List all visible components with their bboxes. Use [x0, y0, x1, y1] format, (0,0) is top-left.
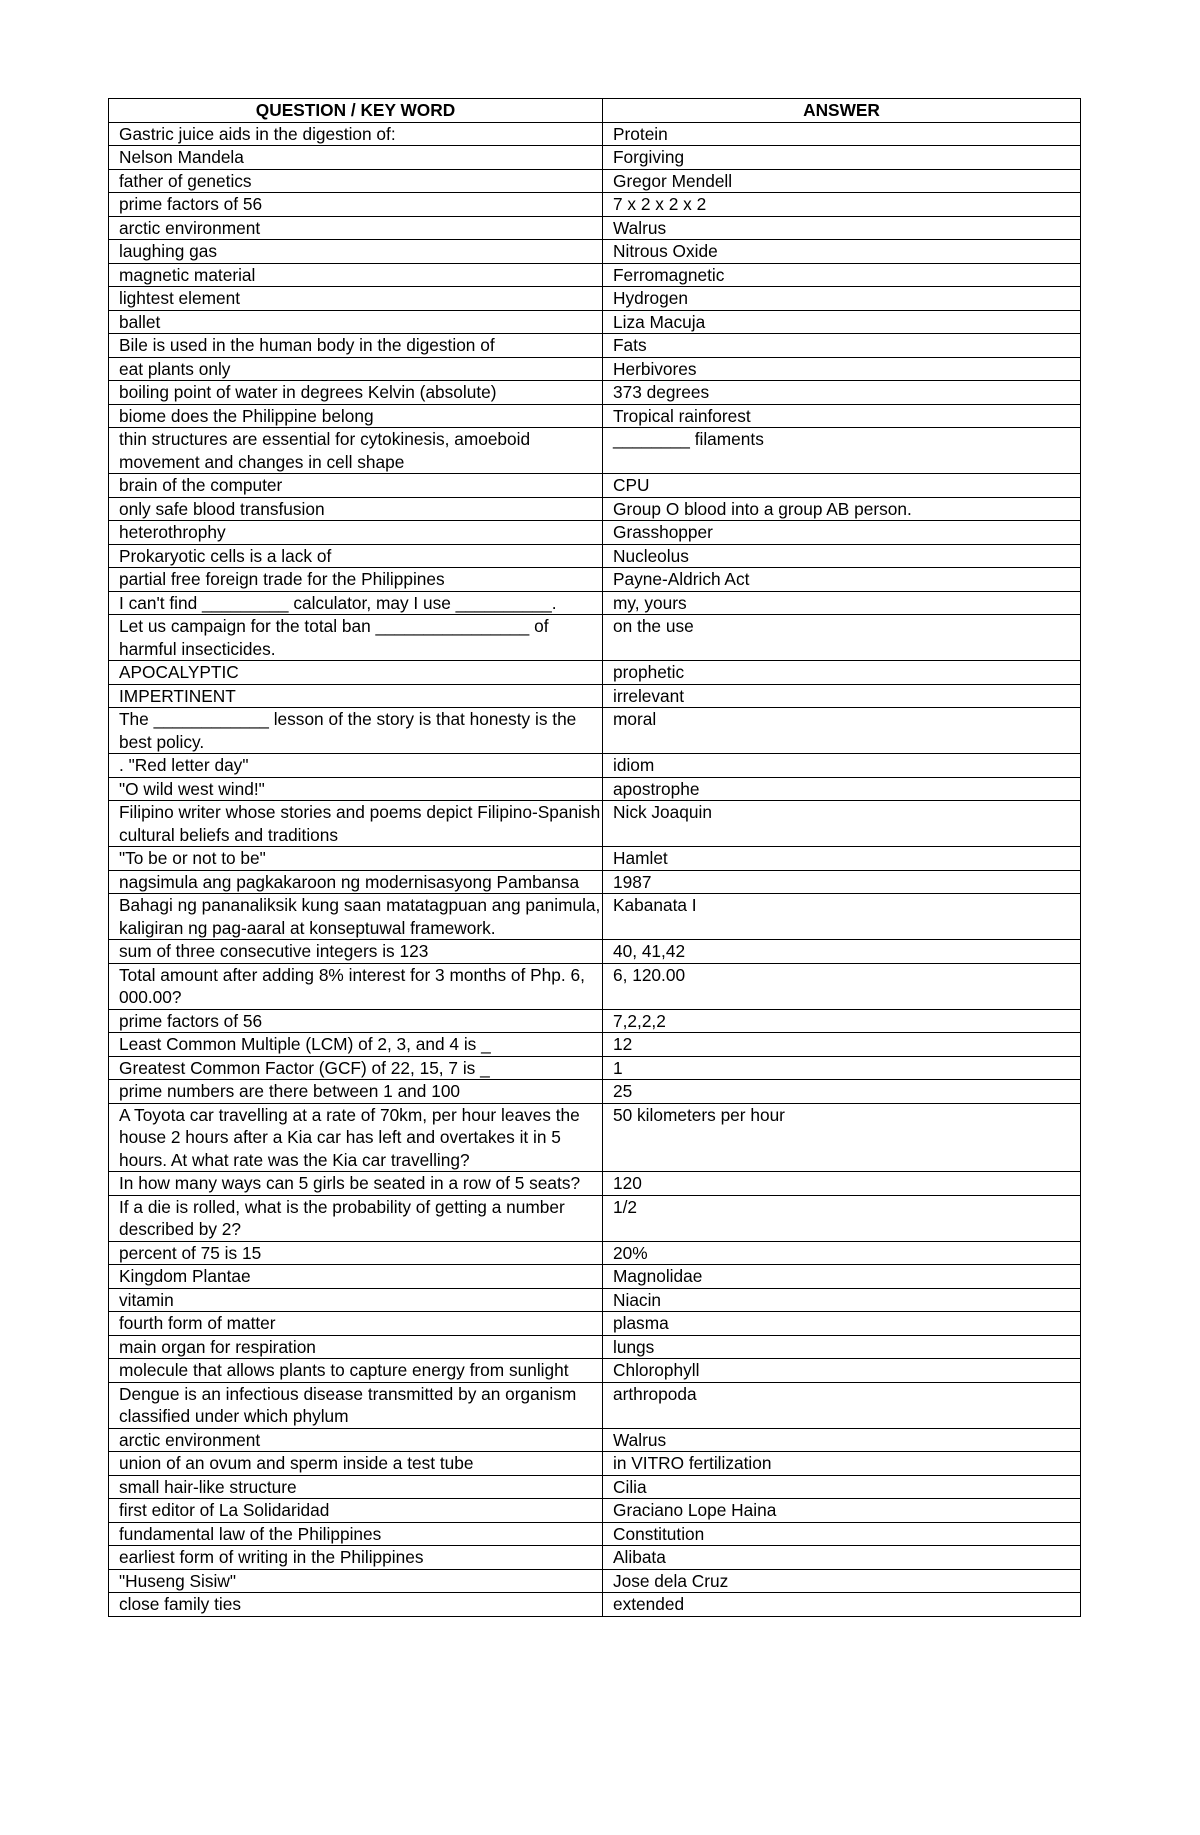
table-row [109, 310, 1081, 334]
question-cell: only safe blood transfusion [109, 497, 603, 521]
question-cell: "Huseng Sisiw" [109, 1569, 603, 1593]
question-cell: heterothrophy [109, 521, 603, 545]
question-cell: If a die is rolled, what is the probability of getting a number described by 2? [109, 1195, 603, 1241]
answer-cell: Protein [603, 122, 1081, 146]
answer-cell: 6, 120.00 [603, 963, 1081, 1009]
table-row [109, 1335, 1081, 1359]
table-row [109, 1522, 1081, 1546]
question-cell: boiling point of water in degrees Kelvin (absolute) [109, 381, 603, 405]
question-cell: Kingdom Plantae [109, 1265, 603, 1289]
table-row [109, 568, 1081, 592]
table-row [109, 1241, 1081, 1265]
answer-cell: Jose dela Cruz [603, 1569, 1081, 1593]
table-row [109, 1546, 1081, 1570]
question-cell: prime numbers are there between 1 and 100 [109, 1080, 603, 1104]
table-row [109, 428, 1081, 474]
question-cell: arctic environment [109, 1428, 603, 1452]
question-cell: small hair-like structure [109, 1475, 603, 1499]
answer-cell: 7,2,2,2 [603, 1009, 1081, 1033]
answer-cell: Hydrogen [603, 287, 1081, 311]
answer-cell: 1987 [603, 870, 1081, 894]
answer-cell: Forgiving [603, 146, 1081, 170]
table-row [109, 240, 1081, 264]
question-cell: lightest element [109, 287, 603, 311]
header-question: QUESTION / KEY WORD [109, 99, 603, 123]
table-row [109, 894, 1081, 940]
question-cell: Filipino writer whose stories and poems depict Filipino-Spanish cultural beliefs and traditions [109, 801, 603, 847]
question-cell: eat plants only [109, 357, 603, 381]
table-row [109, 216, 1081, 240]
question-cell: Bahagi ng pananaliksik kung saan matatagpuan ang panimula, kaligiran ng pag-aaral at konseptuwal framework. [109, 894, 603, 940]
answer-cell: extended [603, 1593, 1081, 1617]
answer-cell: Constitution [603, 1522, 1081, 1546]
answer-cell: CPU [603, 474, 1081, 498]
table-row [109, 544, 1081, 568]
answer-cell: 40, 41,42 [603, 940, 1081, 964]
question-cell: The ____________ lesson of the story is that honesty is the best policy. [109, 708, 603, 754]
table-row [109, 1056, 1081, 1080]
table-body [109, 122, 1081, 1616]
question-cell: A Toyota car travelling at a rate of 70km, per hour leaves the house 2 hours after a Kia car has left and overtakes it in 5 hours. At what rate was the Kia car travelling? [109, 1103, 603, 1172]
table-row [109, 1499, 1081, 1523]
answer-cell: Chlorophyll [603, 1359, 1081, 1383]
table-row [109, 521, 1081, 545]
answer-cell: Group O blood into a group AB person. [603, 497, 1081, 521]
answer-cell: Alibata [603, 1546, 1081, 1570]
question-cell: ballet [109, 310, 603, 334]
question-cell: percent of 75 is 15 [109, 1241, 603, 1265]
table-row [109, 615, 1081, 661]
answer-cell: ________ filaments [603, 428, 1081, 474]
answer-cell: 20% [603, 1241, 1081, 1265]
question-cell: Let us campaign for the total ban ________________ of harmful insecticides. [109, 615, 603, 661]
question-cell: vitamin [109, 1288, 603, 1312]
header-answer: ANSWER [603, 99, 1081, 123]
question-cell: Dengue is an infectious disease transmitted by an organism classified under which phylum [109, 1382, 603, 1428]
table-row [109, 801, 1081, 847]
answer-cell: idiom [603, 754, 1081, 778]
question-cell: nagsimula ang pagkakaroon ng modernisasyong Pambansa [109, 870, 603, 894]
answer-cell: Grasshopper [603, 521, 1081, 545]
question-cell: APOCALYPTIC [109, 661, 603, 685]
table-row [109, 497, 1081, 521]
answer-cell: 120 [603, 1172, 1081, 1196]
question-cell: "O wild west wind!" [109, 777, 603, 801]
question-cell: Prokaryotic cells is a lack of [109, 544, 603, 568]
question-cell: "To be or not to be" [109, 847, 603, 871]
answer-cell: apostrophe [603, 777, 1081, 801]
question-cell: fundamental law of the Philippines [109, 1522, 603, 1546]
question-cell: magnetic material [109, 263, 603, 287]
question-cell: prime factors of 56 [109, 1009, 603, 1033]
table-header [109, 99, 1081, 123]
table-row [109, 263, 1081, 287]
answer-cell: 1/2 [603, 1195, 1081, 1241]
answer-cell: Magnolidae [603, 1265, 1081, 1289]
answer-cell: prophetic [603, 661, 1081, 685]
table-row [109, 1312, 1081, 1336]
table-row [109, 1428, 1081, 1452]
question-cell: arctic environment [109, 216, 603, 240]
answer-cell: 12 [603, 1033, 1081, 1057]
answer-cell: Hamlet [603, 847, 1081, 871]
question-cell: main organ for respiration [109, 1335, 603, 1359]
table-row [109, 684, 1081, 708]
question-cell: prime factors of 56 [109, 193, 603, 217]
table-row [109, 474, 1081, 498]
answer-cell: Cilia [603, 1475, 1081, 1499]
table-row [109, 1103, 1081, 1172]
question-cell: molecule that allows plants to capture energy from sunlight [109, 1359, 603, 1383]
answer-cell: Herbivores [603, 357, 1081, 381]
question-cell: first editor of La Solidaridad [109, 1499, 603, 1523]
qa-table [108, 98, 1081, 1617]
answer-cell: Niacin [603, 1288, 1081, 1312]
table-row [109, 1009, 1081, 1033]
table-row [109, 357, 1081, 381]
question-cell: IMPERTINENT [109, 684, 603, 708]
table-row [109, 1475, 1081, 1499]
question-cell: Bile is used in the human body in the digestion of [109, 334, 603, 358]
answer-cell: 25 [603, 1080, 1081, 1104]
table-row [109, 754, 1081, 778]
table-row [109, 963, 1081, 1009]
answer-cell: Kabanata I [603, 894, 1081, 940]
answer-cell: in VITRO fertilization [603, 1452, 1081, 1476]
question-cell: thin structures are essential for cytokinesis, amoeboid movement and changes in cell shape [109, 428, 603, 474]
question-cell: Total amount after adding 8% interest for 3 months of Php. 6, 000.00? [109, 963, 603, 1009]
table-row [109, 287, 1081, 311]
question-cell: sum of three consecutive integers is 123 [109, 940, 603, 964]
table-row [109, 1172, 1081, 1196]
table-row [109, 1452, 1081, 1476]
question-cell: Greatest Common Factor (GCF) of 22, 15, 7 is _ [109, 1056, 603, 1080]
question-cell: close family ties [109, 1593, 603, 1617]
question-cell: union of an ovum and sperm inside a test tube [109, 1452, 603, 1476]
table-row [109, 661, 1081, 685]
document-sheet [108, 98, 1080, 1617]
table-row [109, 1080, 1081, 1104]
question-cell: earliest form of writing in the Philippines [109, 1546, 603, 1570]
question-cell: father of genetics [109, 169, 603, 193]
answer-cell: Graciano Lope Haina [603, 1499, 1081, 1523]
answer-cell: my, yours [603, 591, 1081, 615]
table-row [109, 1195, 1081, 1241]
table-row [109, 1382, 1081, 1428]
table-row [109, 1033, 1081, 1057]
question-cell: Nelson Mandela [109, 146, 603, 170]
answer-cell: Nucleolus [603, 544, 1081, 568]
answer-cell: Tropical rainforest [603, 404, 1081, 428]
question-cell: fourth form of matter [109, 1312, 603, 1336]
table-row [109, 708, 1081, 754]
question-cell: I can't find _________ calculator, may I use __________. [109, 591, 603, 615]
table-row [109, 591, 1081, 615]
answer-cell: on the use [603, 615, 1081, 661]
answer-cell: moral [603, 708, 1081, 754]
table-row [109, 381, 1081, 405]
table-row [109, 870, 1081, 894]
answer-cell: 1 [603, 1056, 1081, 1080]
table-row [109, 847, 1081, 871]
table-row [109, 122, 1081, 146]
answer-cell: 50 kilometers per hour [603, 1103, 1081, 1172]
question-cell: partial free foreign trade for the Philippines [109, 568, 603, 592]
question-cell: biome does the Philippine belong [109, 404, 603, 428]
table-row [109, 940, 1081, 964]
table-row [109, 404, 1081, 428]
question-cell: . "Red letter day" [109, 754, 603, 778]
answer-cell: Gregor Mendell [603, 169, 1081, 193]
question-cell: laughing gas [109, 240, 603, 264]
answer-cell: irrelevant [603, 684, 1081, 708]
table-row [109, 1288, 1081, 1312]
table-row [109, 1359, 1081, 1383]
table-row [109, 1569, 1081, 1593]
answer-cell: Nick Joaquin [603, 801, 1081, 847]
table-row [109, 1265, 1081, 1289]
question-cell: Gastric juice aids in the digestion of: [109, 122, 603, 146]
table-row [109, 1593, 1081, 1617]
question-cell: brain of the computer [109, 474, 603, 498]
table-row [109, 334, 1081, 358]
answer-cell: 373 degrees [603, 381, 1081, 405]
table-row [109, 146, 1081, 170]
answer-cell: Nitrous Oxide [603, 240, 1081, 264]
answer-cell: Payne-Aldrich Act [603, 568, 1081, 592]
answer-cell: Walrus [603, 216, 1081, 240]
question-cell: In how many ways can 5 girls be seated in a row of 5 seats? [109, 1172, 603, 1196]
answer-cell: Walrus [603, 1428, 1081, 1452]
answer-cell: Ferromagnetic [603, 263, 1081, 287]
table-row [109, 169, 1081, 193]
table-row [109, 777, 1081, 801]
answer-cell: Liza Macuja [603, 310, 1081, 334]
answer-cell: 7 x 2 x 2 x 2 [603, 193, 1081, 217]
answer-cell: arthropoda [603, 1382, 1081, 1428]
answer-cell: Fats [603, 334, 1081, 358]
question-cell: Least Common Multiple (LCM) of 2, 3, and 4 is _ [109, 1033, 603, 1057]
table-row [109, 193, 1081, 217]
header-row [109, 99, 1081, 123]
answer-cell: plasma [603, 1312, 1081, 1336]
answer-cell: lungs [603, 1335, 1081, 1359]
